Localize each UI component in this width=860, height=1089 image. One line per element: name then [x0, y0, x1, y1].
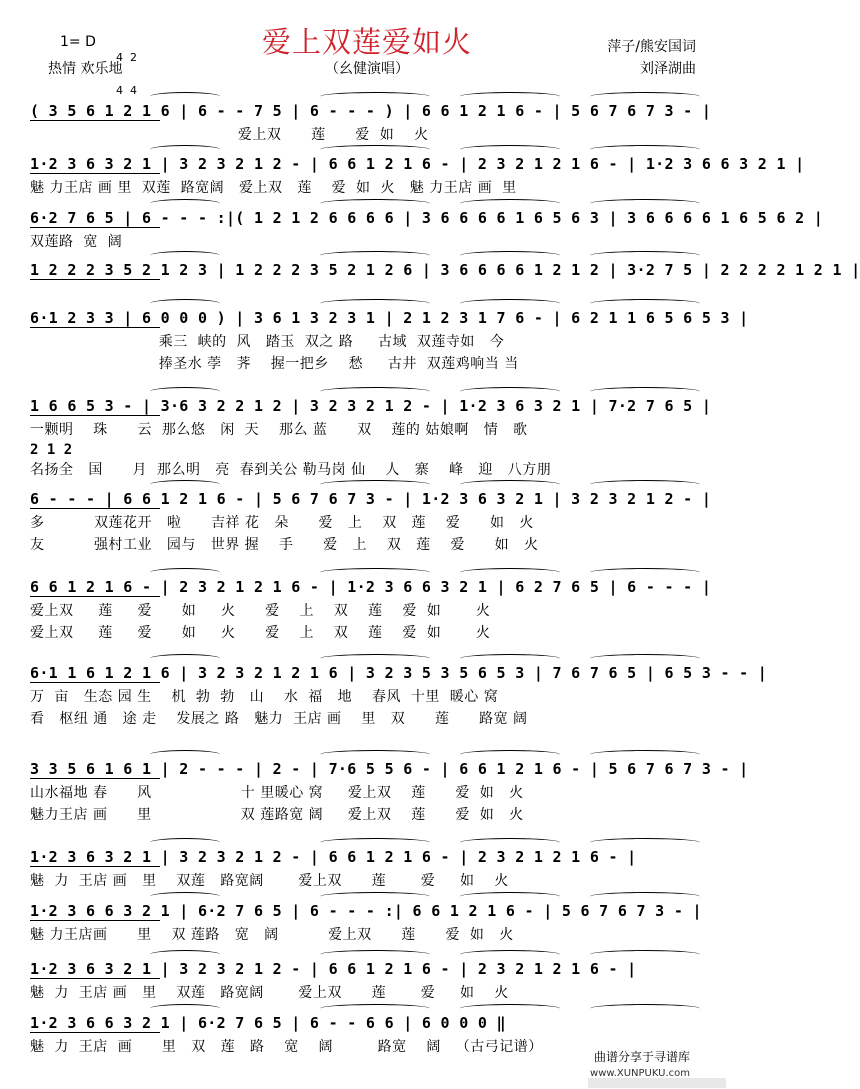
beam-underline	[30, 1032, 160, 1033]
lyric-line: 名扬全 国 月 那么明 亮 春到关公 勒马岗 仙 人 寨 峰 迎 八方朋	[30, 462, 552, 478]
slur-mark	[460, 480, 560, 489]
beam-underline	[30, 327, 160, 328]
beam-underline	[30, 508, 160, 509]
grace-annotation: 2 1 2	[30, 442, 73, 458]
slur-mark	[320, 199, 430, 208]
lyric-line: 爱上双 莲 爱 如 火 爱 上 双 莲 爱 如 火	[30, 603, 491, 619]
notation-line: 6 - - - | 6 6 1 2 1 6 - | 5 6 7 6 7 3 - | 1·2 3 6 3 2 1 | 3 2 3 2 1 2 - |	[30, 490, 712, 508]
slur-mark	[150, 1004, 220, 1013]
slur-mark	[590, 950, 700, 959]
slur-mark	[320, 145, 430, 154]
slur-mark	[320, 750, 430, 759]
slur-mark	[150, 480, 220, 489]
slur-mark	[460, 1004, 560, 1013]
slur-mark	[320, 892, 430, 901]
meter-bottom-1: 4	[116, 84, 123, 97]
slur-mark	[150, 92, 220, 101]
slur-mark	[590, 892, 700, 901]
slur-mark	[590, 199, 700, 208]
lyric-line: 魅 力 王店 画 里 双莲 路宽阔 爱上双 莲 爱 如 火	[30, 985, 509, 1001]
beam-underline	[30, 279, 160, 280]
song-title: 爱上双莲爱如火	[261, 25, 472, 59]
notation-line: 1·2 3 6 6 3 2 1 | 6·2 7 6 5 | 6 - - 6 6 | 6 0 0 0 ‖	[30, 1014, 506, 1032]
slur-mark	[590, 750, 700, 759]
singer-credit: （幺健演唱）	[325, 61, 409, 77]
lyric-line: 乘三 峡的 风 踏玉 双之 路 古域 双莲寺如 今	[30, 334, 505, 350]
share-credit: 曲谱分享于寻谱库	[593, 1050, 690, 1064]
lyric-line: 万 亩 生态 园 生 机 勃 勃 山 水 福 地 春风 十里 暖心 窝	[30, 689, 499, 705]
beam-underline	[30, 415, 160, 416]
beam-underline	[30, 778, 160, 779]
notation-line: 6·1 1 6 1 2 1 6 | 3 2 3 2 1 2 1 6 | 3 2 3 5 3 5 6 5 3 | 7 6 7 6 5 | 6 5 3 - - |	[30, 664, 768, 682]
slur-mark	[590, 145, 700, 154]
slur-mark	[590, 92, 700, 101]
notation-line: 3 3 5 6 1 6 1 | 2 - - - | 2 - | 7·6 5 5 6 - | 6 6 1 2 1 6 - | 5 6 7 6 7 3 - |	[30, 760, 749, 778]
lyric-line: 山水福地 春 风 十 里暖心 窝 爱上双 莲 爱 如 火	[30, 785, 524, 801]
slur-mark	[590, 654, 700, 663]
notation-line: ( 3 5 6 1 2 1 6 | 6 - - 7 5 | 6 - - - ) | 6 6 1 2 1 6 - | 5 6 7 6 7 3 - |	[30, 102, 712, 120]
composer-credit: 刘泽湖曲	[640, 61, 696, 77]
slur-mark	[150, 568, 220, 577]
lyric-line: 友 强村工业 园与 世界 握 手 爱 上 双 莲 爱 如 火	[30, 537, 539, 553]
slur-mark	[150, 199, 220, 208]
site-url: www.XUNPUKU.com	[590, 1068, 690, 1079]
slur-mark	[590, 838, 700, 847]
slur-mark	[320, 92, 430, 101]
notation-line: 6·1 2 3 3 | 6 0 0 0 ) | 3 6 1 3 2 3 1 | 2 1 2 3 1 7 6 - | 6 2 1 1 6 5 6 5 3 |	[30, 309, 749, 327]
notation-line: 6 6 1 2 1 6 - | 2 3 2 1 2 1 6 - | 1·2 3 6 6 3 2 1 | 6 2 7 6 5 | 6 - - - |	[30, 578, 712, 596]
beam-underline	[30, 866, 160, 867]
slur-mark	[460, 654, 560, 663]
lyric-line: 魅力王店 画 里 双 莲路宽 阔 爱上双 莲 爱 如 火	[30, 807, 524, 823]
lyricist-credit: 萍子/熊安国词	[607, 39, 696, 55]
slur-mark	[460, 387, 560, 396]
meter-bottom-2: 4	[130, 84, 137, 97]
slur-mark	[590, 251, 700, 260]
notation-line: 1 2 2 2 3 5 2 1 2 3 | 1 2 2 2 3 5 2 1 2 6 | 3 6 6 6 6 1 2 1 2 | 3·2 7 5 | 2 2 2 2 1 2 1 |	[30, 261, 860, 279]
slur-mark	[590, 480, 700, 489]
lyric-line: 一颗明 珠 云 那么悠 闲 天 那么 蓝 双 莲的 姑娘啊 情 歌	[30, 422, 528, 438]
notation-line: 6·2 7 6 5 | 6 - - - :|( 1 2 1 2 6 6 6 6 | 3 6 6 6 6 1 6 5 6 3 | 3 6 6 6 6 1 6 5 6 2 |	[30, 209, 824, 227]
notation-line: 1 6 6 5 3 - | 3·6 3 2 2 1 2 | 3 2 3 2 1 2 - | 1·2 3 6 3 2 1 | 7·2 7 6 5 |	[30, 397, 712, 415]
lyric-line: 爱上双 莲 爱 如 火 爱 上 双 莲 爱 如 火	[30, 625, 491, 641]
slur-mark	[320, 387, 430, 396]
slur-mark	[320, 654, 430, 663]
slur-mark	[150, 838, 220, 847]
beam-underline	[30, 227, 160, 228]
slur-mark	[590, 1004, 700, 1013]
slur-mark	[460, 838, 560, 847]
lyric-line: 魅 力 王店 画 里 双莲 路宽阔 爱上双 莲 爱 如 火	[30, 873, 509, 889]
lyric-line: 看 枢纽 通 途 走 发展之 路 魅力 王店 画 里 双 莲 路宽 阔	[30, 711, 528, 727]
slur-mark	[460, 299, 560, 308]
slur-mark	[590, 299, 700, 308]
beam-underline	[30, 920, 160, 921]
site-banner	[588, 1078, 726, 1088]
meter-top-1: 4	[116, 51, 123, 64]
slur-mark	[590, 568, 700, 577]
lyric-line: 多 双莲花开 啦 吉祥 花 朵 爱 上 双 莲 爱 如 火	[30, 515, 534, 531]
slur-mark	[460, 950, 560, 959]
meter-top-2: 2	[130, 51, 137, 64]
lyric-line: 魅 力王店画 里 双 莲路 宽 阔 爱上双 莲 爱 如 火	[30, 927, 514, 943]
lyric-line: 捧圣水 荸 荠 握一把乡 愁 古井 双莲鸡响当 当	[30, 356, 519, 372]
beam-underline	[30, 978, 160, 979]
slur-mark	[320, 251, 430, 260]
lyric-line: 爱上双 莲 爱 如 火	[30, 127, 429, 143]
slur-mark	[460, 145, 560, 154]
slur-mark	[460, 199, 560, 208]
tempo-mood: 热情 欢乐地	[48, 61, 123, 77]
slur-mark	[150, 145, 220, 154]
slur-mark	[320, 568, 430, 577]
slur-mark	[150, 750, 220, 759]
slur-mark	[320, 480, 430, 489]
notation-line: 1·2 3 6 3 2 1 | 3 2 3 2 1 2 - | 6 6 1 2 1 6 - | 2 3 2 1 2 1 6 - |	[30, 960, 637, 978]
slur-mark	[150, 387, 220, 396]
slur-mark	[460, 251, 560, 260]
lyric-line: 魅 力 王店 画 里 双 莲 路 宽 阔 路宽 阔 （古弓记谱）	[30, 1039, 543, 1055]
slur-mark	[320, 299, 430, 308]
slur-mark	[150, 892, 220, 901]
slur-mark	[150, 654, 220, 663]
lyric-line: 魅 力王店 画 里 双莲 路宽阔 爱上双 莲 爱 如 火 魅 力王店 画 里	[30, 180, 517, 196]
slur-mark	[150, 950, 220, 959]
slur-mark	[590, 387, 700, 396]
beam-underline	[30, 120, 160, 121]
slur-mark	[460, 568, 560, 577]
slur-mark	[150, 299, 220, 308]
slur-mark	[460, 750, 560, 759]
beam-underline	[30, 596, 160, 597]
lyric-line: 双莲路 宽 阔	[30, 234, 123, 250]
slur-mark	[460, 92, 560, 101]
slur-mark	[320, 838, 430, 847]
notation-line: 1·2 3 6 3 2 1 | 3 2 3 2 1 2 - | 6 6 1 2 1 6 - | 2 3 2 1 2 1 6 - | 1·2 3 6 6 3 2 1 |	[30, 155, 805, 173]
slur-mark	[150, 251, 220, 260]
beam-underline	[30, 173, 160, 174]
slur-mark	[320, 1004, 430, 1013]
beam-underline	[30, 682, 160, 683]
key-signature: 1= D	[60, 34, 96, 50]
slur-mark	[320, 950, 430, 959]
notation-line: 1·2 3 6 6 3 2 1 | 6·2 7 6 5 | 6 - - - :| 6 6 1 2 1 6 - | 5 6 7 6 7 3 - |	[30, 902, 702, 920]
slur-mark	[460, 892, 560, 901]
notation-line: 1·2 3 6 3 2 1 | 3 2 3 2 1 2 - | 6 6 1 2 1 6 - | 2 3 2 1 2 1 6 - |	[30, 848, 637, 866]
